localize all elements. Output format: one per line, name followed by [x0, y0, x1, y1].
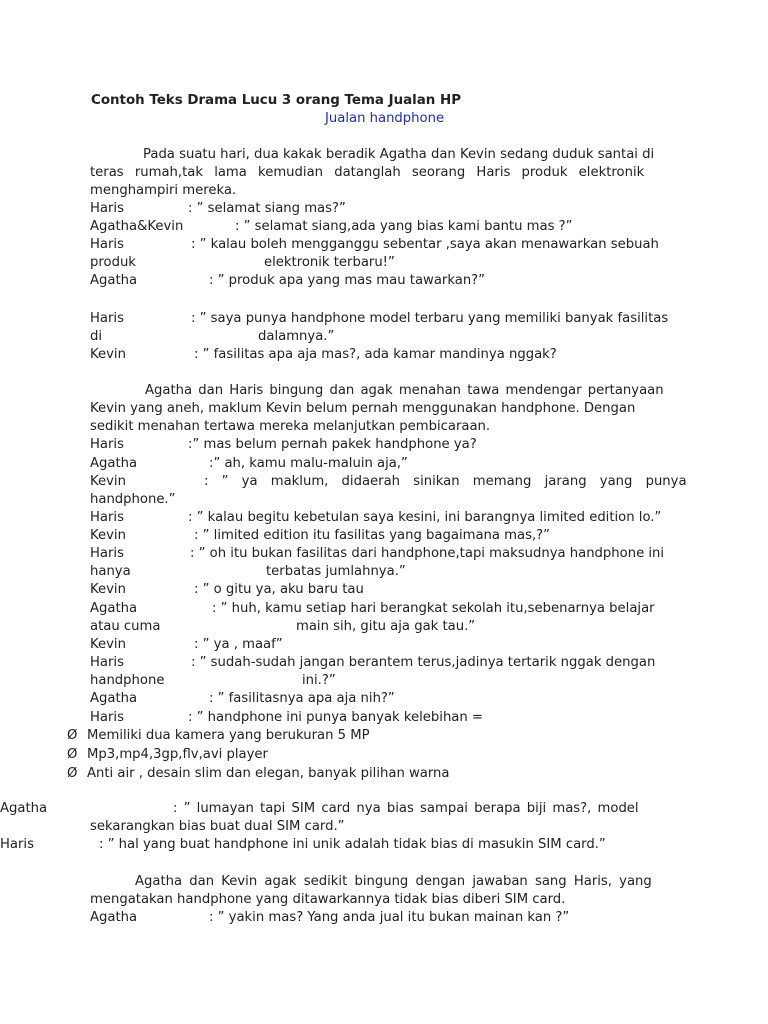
dialogue-line: : ” oh itu bukan fasilitas dari handphone,tapi maksudnya handphone ini	[190, 546, 665, 561]
dialogue-line: :” ah, kamu malu-maluin aja,”	[209, 456, 408, 471]
speaker-name: Agatha&Kevin	[90, 219, 184, 234]
dialogue-line: : ” lumayan tapi SIM card nya bias sampai berapa biji mas?, model	[173, 801, 639, 816]
dialogue-line: : ” selamat siang,ada yang bias kami bantu mas ?”	[235, 219, 573, 234]
speaker-name: Haris	[90, 201, 124, 216]
speaker-name: Kevin	[90, 582, 126, 597]
dialogue-line: : ” ya maklum, didaerah sinikan memang jarang yang punya	[204, 474, 687, 489]
dialogue-line: : ” fasilitas apa aja mas?, ada kamar mandinya nggak?	[194, 347, 557, 362]
dialogue-continuation: main sih, gitu aja gak tau.”	[296, 619, 476, 634]
speaker-name: Kevin	[90, 347, 126, 362]
dialogue-line: : ” ya , maaf”	[194, 637, 283, 652]
bullet-marker: Ø	[67, 747, 78, 762]
dialogue-line: : ” kalau begitu kebetulan saya kesini, ini barangnya limited edition lo.”	[188, 510, 662, 525]
speaker-name: Agatha	[90, 273, 138, 288]
bullet-marker: Ø	[67, 766, 78, 781]
bullet-marker: Ø	[67, 728, 78, 743]
dialogue-line: : ” fasilitasnya apa aja nih?”	[209, 691, 395, 706]
speaker-name: Haris	[90, 655, 124, 670]
speaker-name: Kevin	[90, 474, 126, 489]
dialogue-line: :” mas belum pernah pakek handphone ya?	[188, 437, 477, 452]
dialogue-line: : ” hal yang buat handphone ini unik adalah tidak bias di masukin SIM card.”	[99, 837, 606, 852]
dialogue-line: : ” limited edition itu fasilitas yang bagaimana mas,?”	[194, 528, 550, 543]
paragraph-line: Kevin yang aneh, maklum Kevin belum pernah menggunakan handphone. Dengan	[90, 401, 636, 416]
paragraph-line: Agatha dan Haris bingung dan agak menahan tawa mendengar pertanyaan	[145, 383, 664, 398]
paragraph-line: teras rumah,tak lama kemudian datanglah seorang Haris produk elektronik	[90, 165, 645, 180]
dialogue-continuation-prefix: atau cuma	[90, 619, 161, 634]
speaker-name: Haris	[0, 837, 34, 852]
dialogue-line: : ” produk apa yang mas mau tawarkan?”	[209, 273, 486, 288]
dialogue-continuation: terbatas jumlahnya.”	[266, 564, 406, 579]
speaker-name: Kevin	[90, 528, 126, 543]
paragraph-line: Pada suatu hari, dua kakak beradik Agatha dan Kevin sedang duduk santai di	[143, 147, 655, 162]
speaker-name: Haris	[90, 237, 124, 252]
dialogue-continuation: elektronik terbaru!”	[264, 255, 395, 270]
dialogue-continuation-prefix: produk	[90, 255, 136, 270]
dialogue-line: : ” sudah-sudah jangan berantem terus,jadinya tertarik nggak dengan	[191, 655, 656, 670]
dialogue-continuation-prefix: hanya	[90, 564, 131, 579]
speaker-name: Haris	[90, 510, 124, 525]
speaker-name: Kevin	[90, 637, 126, 652]
dialogue-continuation: dalamnya.”	[258, 329, 335, 344]
speaker-name: Agatha	[90, 691, 138, 706]
dialogue-line: : ” huh, kamu setiap hari berangkat sekolah itu,sebenarnya belajar	[212, 601, 655, 616]
speaker-name: Haris	[90, 437, 124, 452]
dialogue-continuation: sekarangkan bias buat dual SIM card.”	[90, 819, 345, 834]
bullet-item: Anti air , desain slim dan elegan, banyak pilihan warna	[87, 766, 450, 781]
dialogue-continuation-prefix: di	[90, 329, 103, 344]
speaker-name: Agatha	[90, 601, 138, 616]
dialogue-line: : ” kalau boleh mengganggu sebentar ,saya akan menawarkan sebuah	[191, 237, 659, 252]
page-title: Contoh Teks Drama Lucu 3 orang Tema Jualan HP	[91, 93, 462, 108]
bullet-item: Mp3,mp4,3gp,flv,avi player	[87, 747, 268, 762]
dialogue-continuation: handphone.”	[90, 492, 176, 507]
speaker-name: Haris	[90, 311, 124, 326]
page-subtitle: Jualan handphone	[325, 111, 445, 126]
dialogue-continuation-prefix: handphone	[90, 673, 165, 688]
dialogue-line: : ” selamat siang mas?”	[188, 201, 346, 216]
dialogue-continuation: ini.?”	[302, 673, 336, 688]
speaker-name: Agatha	[0, 801, 48, 816]
speaker-name: Agatha	[90, 910, 138, 925]
dialogue-line: : ” saya punya handphone model terbaru yang memiliki banyak fasilitas	[191, 311, 669, 326]
dialogue-line: : ” handphone ini punya banyak kelebihan =	[188, 710, 483, 725]
speaker-name: Agatha	[90, 456, 138, 471]
speaker-name: Haris	[90, 546, 124, 561]
bullet-item: Memiliki dua kamera yang berukuran 5 MP	[87, 728, 370, 743]
paragraph-line: sedikit menahan tertawa mereka melanjutkan pembicaraan.	[90, 419, 491, 434]
dialogue-line: : ” yakin mas? Yang anda jual itu bukan mainan kan ?”	[209, 910, 570, 925]
dialogue-line: : ” o gitu ya, aku baru tau	[194, 582, 364, 597]
speaker-name: Haris	[90, 710, 124, 725]
paragraph-line: menghampiri mereka.	[90, 183, 237, 198]
paragraph-line: Agatha dan Kevin agak sedikit bingung dengan jawaban sang Haris, yang	[135, 874, 652, 889]
paragraph-line: mengatakan handphone yang ditawarkannya tidak bias diberi SIM card.	[90, 892, 566, 907]
